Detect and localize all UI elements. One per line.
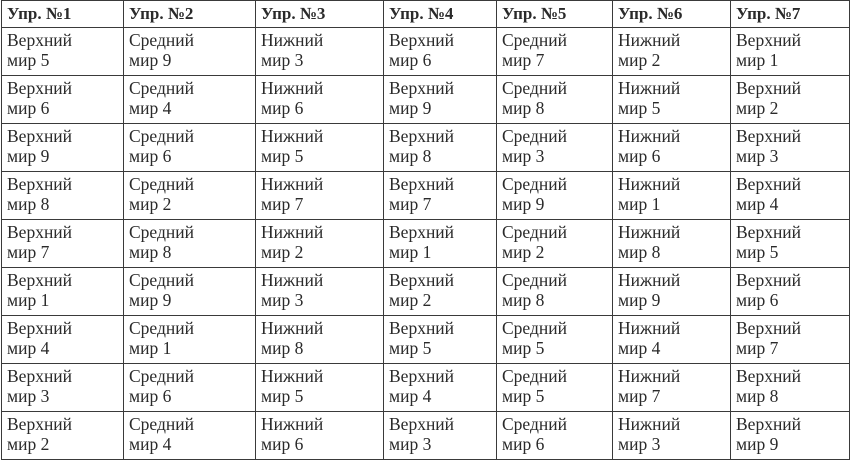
- cell-world-number: мир 9: [618, 290, 661, 310]
- table-row: [2, 172, 850, 220]
- cell-world-number: мир 3: [261, 50, 304, 70]
- table-cell: [613, 76, 731, 124]
- cell-world-number: мир 9: [502, 194, 545, 214]
- cell-world-level: Средний: [129, 78, 194, 98]
- table-cell: [497, 220, 613, 268]
- cell-world-number: мир 9: [7, 146, 50, 166]
- table-cell: [613, 220, 731, 268]
- cell-world-level: Верхний: [736, 30, 802, 50]
- table-row: [2, 412, 850, 460]
- table-cell: [497, 412, 613, 460]
- table-cell: [497, 124, 613, 172]
- table-cell: [731, 76, 850, 124]
- cell-world-level: Верхний: [736, 318, 802, 338]
- cell-world-level: Верхний: [7, 78, 73, 98]
- table-cell: [731, 172, 850, 220]
- cell-world-level: Нижний: [261, 222, 324, 242]
- cell-world-number: мир 1: [129, 338, 172, 358]
- table-cell: [256, 124, 384, 172]
- cell-world-level: Нижний: [618, 366, 681, 386]
- table-cell: [613, 28, 731, 76]
- cell-world-number: мир 2: [261, 242, 304, 262]
- table-cell: [497, 364, 613, 412]
- cell-world-number: мир 9: [736, 434, 779, 454]
- cell-world-number: мир 5: [618, 98, 661, 118]
- table-cell: [731, 316, 850, 364]
- cell-world-level: Средний: [502, 270, 567, 290]
- table-cell: [124, 364, 256, 412]
- table-cell: [124, 28, 256, 76]
- table-cell: [731, 364, 850, 412]
- cell-world-number: мир 2: [502, 242, 545, 262]
- cell-world-number: мир 2: [618, 50, 661, 70]
- table-row: [2, 220, 850, 268]
- cell-world-level: Нижний: [261, 366, 324, 386]
- table-cell: [256, 220, 384, 268]
- cell-world-number: мир 8: [502, 98, 545, 118]
- cell-world-number: мир 6: [129, 146, 172, 166]
- cell-world-level: Верхний: [389, 270, 455, 290]
- cell-world-level: Нижний: [618, 78, 681, 98]
- cell-world-number: мир 8: [129, 242, 172, 262]
- table-cell: [124, 316, 256, 364]
- table-cell: [497, 268, 613, 316]
- header-exercise-2: Упр. №2: [124, 1, 256, 28]
- cell-world-level: Верхний: [389, 366, 455, 386]
- table-cell: [613, 316, 731, 364]
- cell-world-number: мир 4: [129, 98, 172, 118]
- cell-world-level: Верхний: [7, 222, 73, 242]
- cell-world-level: Нижний: [618, 318, 681, 338]
- cell-world-level: Верхний: [7, 174, 73, 194]
- cell-world-number: мир 6: [736, 290, 779, 310]
- cell-world-number: мир 3: [502, 146, 545, 166]
- table-cell: [256, 76, 384, 124]
- table-cell: [384, 364, 497, 412]
- table-row: [2, 76, 850, 124]
- table-cell: [384, 76, 497, 124]
- cell-world-number: мир 1: [7, 290, 50, 310]
- cell-world-number: мир 5: [502, 386, 545, 406]
- cell-world-level: Средний: [502, 222, 567, 242]
- cell-world-number: мир 5: [736, 242, 779, 262]
- cell-world-number: мир 9: [129, 50, 172, 70]
- cell-world-number: мир 3: [7, 386, 50, 406]
- cell-world-number: мир 2: [389, 290, 432, 310]
- cell-world-level: Верхний: [736, 174, 802, 194]
- table-cell: [256, 268, 384, 316]
- table-cell: [2, 220, 124, 268]
- table-cell: [2, 124, 124, 172]
- cell-world-number: мир 4: [129, 434, 172, 454]
- table-cell: [2, 28, 124, 76]
- table-cell: [124, 220, 256, 268]
- table-cell: [731, 268, 850, 316]
- cell-world-level: Нижний: [261, 414, 324, 434]
- cell-world-level: Нижний: [618, 222, 681, 242]
- table-row: [2, 316, 850, 364]
- table-cell: [124, 268, 256, 316]
- cell-world-level: Средний: [129, 270, 194, 290]
- cell-world-level: Средний: [502, 174, 567, 194]
- cell-world-level: Верхний: [389, 222, 455, 242]
- table-cell: [2, 76, 124, 124]
- cell-world-level: Верхний: [389, 318, 455, 338]
- cell-world-level: Верхний: [389, 30, 455, 50]
- table-cell: [124, 172, 256, 220]
- cell-world-number: мир 4: [389, 386, 432, 406]
- cell-world-level: Средний: [502, 30, 567, 50]
- table-row: [2, 28, 850, 76]
- cell-world-level: Средний: [129, 222, 194, 242]
- cell-world-number: мир 6: [261, 98, 304, 118]
- table-cell: [124, 124, 256, 172]
- cell-world-number: мир 5: [261, 386, 304, 406]
- table-header: [2, 1, 850, 28]
- cell-world-level: Нижний: [261, 270, 324, 290]
- cell-world-number: мир 5: [261, 146, 304, 166]
- cell-world-number: мир 6: [502, 434, 545, 454]
- header-exercise-4: Упр. №4: [384, 1, 497, 28]
- cell-world-level: Средний: [502, 414, 567, 434]
- table-cell: [497, 76, 613, 124]
- table-cell: [384, 268, 497, 316]
- cell-world-number: мир 8: [389, 146, 432, 166]
- cell-world-level: Средний: [129, 318, 194, 338]
- table-cell: [384, 124, 497, 172]
- cell-world-number: мир 7: [261, 194, 304, 214]
- table-cell: [2, 316, 124, 364]
- cell-world-level: Верхний: [7, 318, 73, 338]
- table-cell: [256, 28, 384, 76]
- cell-world-number: мир 6: [618, 146, 661, 166]
- table-cell: [384, 220, 497, 268]
- cell-world-level: Нижний: [618, 30, 681, 50]
- header-exercise-3: Упр. №3: [256, 1, 384, 28]
- cell-world-number: мир 3: [389, 434, 432, 454]
- cell-world-number: мир 3: [736, 146, 779, 166]
- cell-world-level: Нижний: [261, 78, 324, 98]
- cell-world-number: мир 7: [389, 194, 432, 214]
- cell-world-number: мир 5: [389, 338, 432, 358]
- table-cell: [2, 364, 124, 412]
- table-cell: [124, 76, 256, 124]
- table-cell: [497, 316, 613, 364]
- cell-world-number: мир 1: [618, 194, 661, 214]
- cell-world-level: Верхний: [7, 30, 73, 50]
- table-cell: [2, 172, 124, 220]
- table-body: [2, 28, 850, 460]
- table-cell: [613, 364, 731, 412]
- cell-world-number: мир 5: [7, 50, 50, 70]
- cell-world-level: Средний: [129, 174, 194, 194]
- header-row: [2, 1, 850, 28]
- cell-world-number: мир 7: [7, 242, 50, 262]
- cell-world-level: Нижний: [618, 174, 681, 194]
- table-cell: [731, 412, 850, 460]
- cell-world-level: Средний: [502, 126, 567, 146]
- cell-world-level: Верхний: [7, 270, 73, 290]
- cell-world-level: Нижний: [618, 126, 681, 146]
- cell-world-level: Верхний: [389, 414, 455, 434]
- cell-world-level: Верхний: [736, 222, 802, 242]
- cell-world-number: мир 1: [389, 242, 432, 262]
- cell-world-level: Верхний: [736, 78, 802, 98]
- cell-world-number: мир 8: [7, 194, 50, 214]
- table-cell: [256, 412, 384, 460]
- table-cell: [256, 316, 384, 364]
- table-cell: [613, 268, 731, 316]
- cell-world-level: Средний: [502, 78, 567, 98]
- cell-world-number: мир 4: [7, 338, 50, 358]
- header-exercise-1: Упр. №1: [2, 1, 124, 28]
- cell-world-number: мир 4: [736, 194, 779, 214]
- table-cell: [2, 268, 124, 316]
- cell-world-level: Средний: [502, 366, 567, 386]
- table-cell: [384, 28, 497, 76]
- header-exercise-7: Упр. №7: [731, 1, 850, 28]
- table-cell: [731, 220, 850, 268]
- cell-world-level: Нижний: [618, 270, 681, 290]
- cell-world-number: мир 6: [7, 98, 50, 118]
- cell-world-number: мир 7: [618, 386, 661, 406]
- cell-world-level: Средний: [129, 30, 194, 50]
- cell-world-number: мир 9: [389, 98, 432, 118]
- cell-world-level: Верхний: [736, 126, 802, 146]
- cell-world-level: Средний: [129, 366, 194, 386]
- table-row: [2, 364, 850, 412]
- cell-world-number: мир 7: [736, 338, 779, 358]
- cell-world-number: мир 8: [618, 242, 661, 262]
- table-cell: [613, 412, 731, 460]
- cell-world-level: Нижний: [261, 126, 324, 146]
- header-exercise-5: Упр. №5: [497, 1, 613, 28]
- table-cell: [124, 412, 256, 460]
- table-cell: [384, 172, 497, 220]
- table-row: [2, 124, 850, 172]
- cell-world-number: мир 2: [7, 434, 50, 454]
- cell-world-number: мир 5: [502, 338, 545, 358]
- table-cell: [613, 124, 731, 172]
- table-cell: [497, 28, 613, 76]
- table-cell: [256, 364, 384, 412]
- cell-world-level: Средний: [129, 414, 194, 434]
- cell-world-number: мир 6: [129, 386, 172, 406]
- cell-world-number: мир 8: [736, 386, 779, 406]
- table-cell: [384, 412, 497, 460]
- cell-world-number: мир 6: [261, 434, 304, 454]
- cell-world-number: мир 2: [129, 194, 172, 214]
- cell-world-number: мир 3: [261, 290, 304, 310]
- cell-world-level: Нижний: [618, 414, 681, 434]
- header-exercise-6: Упр. №6: [613, 1, 731, 28]
- cell-world-level: Верхний: [389, 78, 455, 98]
- table-cell: [731, 28, 850, 76]
- cell-world-level: Верхний: [736, 366, 802, 386]
- cell-world-number: мир 6: [389, 50, 432, 70]
- cell-world-number: мир 2: [736, 98, 779, 118]
- cell-world-level: Нижний: [261, 174, 324, 194]
- cell-world-number: мир 1: [736, 50, 779, 70]
- cell-world-number: мир 4: [618, 338, 661, 358]
- table-cell: [384, 316, 497, 364]
- cell-world-number: мир 8: [502, 290, 545, 310]
- cell-world-level: Верхний: [736, 414, 802, 434]
- cell-world-level: Средний: [502, 318, 567, 338]
- cell-world-level: Средний: [129, 126, 194, 146]
- exercise-table: [1, 0, 850, 460]
- table-row: [2, 268, 850, 316]
- cell-world-number: мир 3: [618, 434, 661, 454]
- cell-world-number: мир 9: [129, 290, 172, 310]
- cell-world-level: Верхний: [7, 366, 73, 386]
- cell-world-level: Верхний: [389, 174, 455, 194]
- cell-world-level: Верхний: [736, 270, 802, 290]
- cell-world-level: Верхний: [7, 414, 73, 434]
- table-cell: [497, 172, 613, 220]
- cell-world-level: Нижний: [261, 318, 324, 338]
- cell-world-level: Нижний: [261, 30, 324, 50]
- cell-world-number: мир 7: [502, 50, 545, 70]
- table-cell: [731, 124, 850, 172]
- table-cell: [256, 172, 384, 220]
- cell-world-level: Верхний: [7, 126, 73, 146]
- cell-world-level: Верхний: [389, 126, 455, 146]
- table-cell: [2, 412, 124, 460]
- table-cell: [613, 172, 731, 220]
- cell-world-number: мир 8: [261, 338, 304, 358]
